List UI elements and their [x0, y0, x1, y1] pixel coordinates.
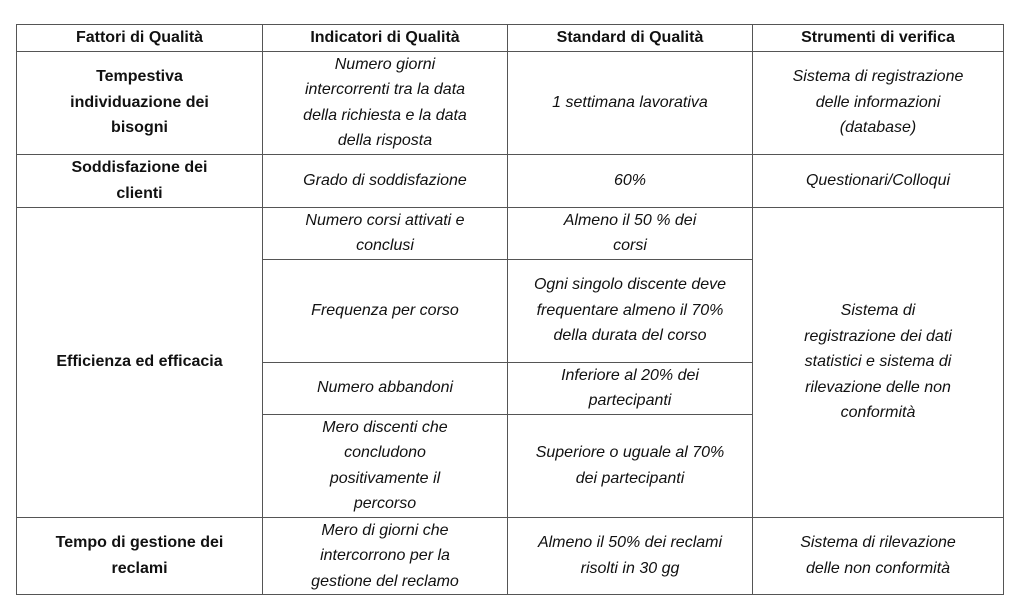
tool-cell: Sistema di rilevazione delle non conformità: [753, 517, 1004, 595]
factor-cell: Soddisfazione dei clienti: [17, 154, 263, 207]
header-factors: Fattori di Qualità: [17, 25, 263, 52]
indicator-cell: Frequenza per corso: [263, 259, 508, 362]
header-standards: Standard di Qualità: [508, 25, 753, 52]
tool-cell: Sistema di registrazione dei dati statistici e sistema di rilevazione delle non conformità: [753, 207, 1004, 517]
standard-cell: 1 settimana lavorativa: [508, 51, 753, 154]
indicator-cell: Numero abbandoni: [263, 362, 508, 414]
indicator-cell: Mero discenti che concludono positivamente il percorso: [263, 414, 508, 517]
standard-cell: Superiore o uguale al 70% dei partecipanti: [508, 414, 753, 517]
standard-cell: Almeno il 50 % dei corsi: [508, 207, 753, 259]
table-row: [17, 51, 1004, 154]
indicator-cell: Grado di soddisfazione: [263, 154, 508, 207]
indicator-cell: Mero di giorni che intercorrono per la gestione del reclamo: [263, 517, 508, 595]
standard-cell: 60%: [508, 154, 753, 207]
factor-cell: Tempestiva individuazione dei bisogni: [17, 51, 263, 154]
factor-cell: Efficienza ed efficacia: [17, 207, 263, 517]
table-row: [17, 517, 1004, 595]
table-row: [17, 207, 1004, 259]
standard-cell: Ogni singolo discente deve frequentare almeno il 70% della durata del corso: [508, 259, 753, 362]
factor-cell: Tempo di gestione dei reclami: [17, 517, 263, 595]
header-row: [17, 25, 1004, 52]
standard-cell: Almeno il 50% dei reclami risolti in 30 gg: [508, 517, 753, 595]
header-tools: Strumenti di verifica: [753, 25, 1004, 52]
indicator-cell: Numero giorni intercorrenti tra la data della richiesta e la data della risposta: [263, 51, 508, 154]
standard-cell: Inferiore al 20% dei partecipanti: [508, 362, 753, 414]
header-indicators: Indicatori di Qualità: [263, 25, 508, 52]
tool-cell: Questionari/Colloqui: [753, 154, 1004, 207]
tool-cell: Sistema di registrazione delle informazioni (database): [753, 51, 1004, 154]
quality-table: [16, 24, 1004, 595]
indicator-cell: Numero corsi attivati e conclusi: [263, 207, 508, 259]
table-row: [17, 154, 1004, 207]
